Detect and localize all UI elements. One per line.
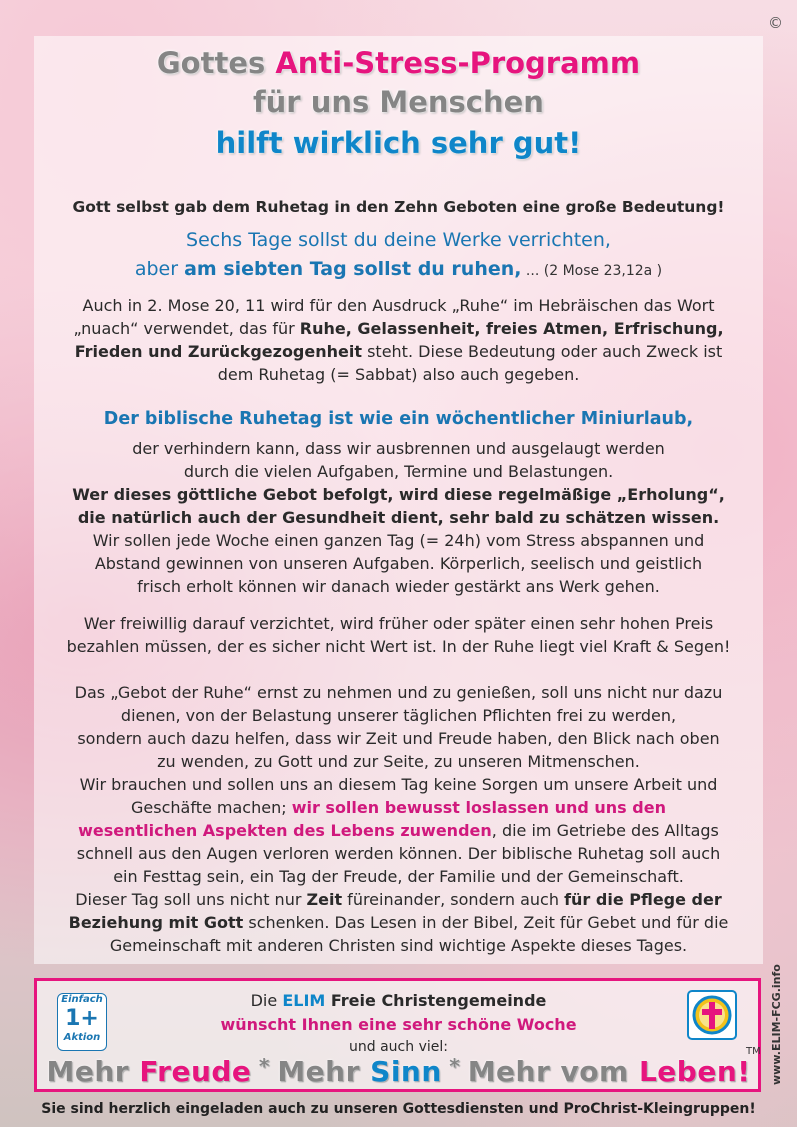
website-url: www.ELIM-FCG.info [770, 964, 783, 1085]
verse-aber: aber [134, 258, 185, 280]
slogan-mehr-2: Mehr [277, 1055, 371, 1088]
p4-line-8: schnell aus den Augen verloren werden können. Der biblische Ruhetag soll auch [76, 844, 721, 863]
verse-reference: (2 Mose 23,12a ) [543, 263, 663, 279]
badge-bottom-text: Aktion [63, 1032, 101, 1043]
slogan-freude: Freude [139, 1055, 252, 1088]
miniurlaub-heading: Der biblische Ruhetag ist wie ein wöchentlicher Miniurlaub, [103, 409, 694, 429]
footer-line-1 [0, 990, 797, 1012]
slogan-mehr-vom: Mehr vom [467, 1055, 639, 1088]
p1-line-1: Auch in 2. Mose 20, 11 wird für den Ausdruck „Ruhe“ im Hebräischen das Wort [82, 296, 715, 315]
slogan-mehr-1: Mehr [46, 1055, 140, 1088]
p4-line-7b: , die im Getriebe des Alltags [491, 821, 719, 840]
p3-line-2: bezahlen müssen, der es sicher nicht Wert ist. In der Ruhe liegt viel Kraft & Segen! [66, 637, 731, 656]
footer-line-3: und auch viel: [349, 1039, 448, 1055]
p4-line-6a: Geschäfte machen; [131, 798, 292, 817]
p4-line-10b: Zeit [306, 890, 343, 909]
p4-line-2: dienen, von der Belastung unserer täglichen Pflichten frei zu werden, [120, 706, 677, 725]
badge-big-text: 1+ [65, 1006, 99, 1031]
verse-bold: am siebten Tag sollst du ruhen, [184, 258, 522, 280]
p2-line-5: Wir sollen jede Woche einen ganzen Tag (= 24h) vom Stress abspannen und [92, 531, 705, 550]
p2-line-7: frisch erholt können wir danach wieder gestärkt ans Werk gehen. [137, 577, 660, 596]
p1-line-2b: Ruhe, Gelassenheit, freies Atmen, Erfrischung, [299, 319, 724, 338]
p1-line-4: dem Ruhetag (= Sabbat) also auch gegeben. [217, 365, 580, 384]
p2-line-3: Wer dieses göttliche Gebot befolgt, wird diese regelmäßige „Erholung“, [72, 485, 725, 504]
p4-line-10a: Dieser Tag soll uns nicht nur [75, 890, 307, 909]
p2-line-1: der verhindern kann, dass wir ausbrennen und ausgelaugt werden [132, 439, 665, 458]
intro-text: Gott selbst gab dem Ruhetag in den Zehn Geboten eine große Bedeutung! [72, 198, 725, 216]
footer-elim: ELIM [282, 991, 326, 1010]
p4-line-6b: wir sollen bewusst loslassen und uns den [291, 798, 666, 817]
slogan-leben: Leben! [638, 1055, 751, 1088]
slogan [0, 1054, 797, 1088]
p4-line-11a: Beziehung mit Gott [68, 913, 244, 932]
elim-cross-logo-icon [687, 990, 737, 1040]
trademark-mark: TM [746, 1046, 761, 1057]
p1-line-2a: „nuach“ verwendet, das für [73, 319, 300, 338]
p1-line-3b: steht. Diese Bedeutung oder auch Zweck ist [362, 342, 723, 361]
title-line-1 [0, 46, 797, 80]
footer-gemeinde: Freie Christengemeinde [325, 991, 547, 1010]
verse-dots: ... [521, 263, 544, 279]
p4-line-6 [0, 797, 797, 819]
verse-line-1: Sechs Tage sollst du deine Werke verrichten, [186, 229, 611, 251]
p3-line-1: Wer freiwillig darauf verzichtet, wird früher oder später einen sehr hohen Preis [83, 614, 714, 633]
p2-line-6: Abstand gewinnen von unseren Aufgaben. Körperlich, seelisch und geistlich [94, 554, 703, 573]
slogan-sinn: Sinn [370, 1055, 442, 1088]
p4-line-7a: wesentlichen Aspekten des Lebens zuwenden [78, 821, 492, 840]
title-gottes: Gottes [156, 46, 276, 80]
copyright-mark: © [768, 14, 783, 32]
slogan-star-1: * [251, 1054, 278, 1078]
invitation-text: Sie sind herzlich eingeladen auch zu unseren Gottesdiensten und ProChrist-Kleingruppen! [41, 1101, 756, 1117]
verse-line-2 [0, 258, 797, 282]
footer-line-2: wünscht Ihnen eine sehr schöne Woche [220, 1015, 577, 1034]
p4-line-11b: schenken. Das Lesen in der Bibel, Zeit für Gebet und für die [243, 913, 729, 932]
p4-line-7 [0, 820, 797, 842]
slogan-star-2: * [441, 1054, 468, 1078]
badge-top-text: Einfach [61, 994, 103, 1005]
title-line-3: hilft wirklich sehr gut! [215, 126, 582, 160]
p1-line-3a: Frieden und Zurückgezogenheit [74, 342, 362, 361]
p4-line-1: Das „Gebot der Ruhe“ ernst zu nehmen und zu genießen, soll uns nicht nur dazu [74, 683, 723, 702]
p2-line-2: durch die vielen Aufgaben, Termine und Belastungen. [183, 462, 614, 481]
p4-line-4: zu wenden, zu Gott und zur Seite, zu unseren Mitmenschen. [157, 752, 640, 771]
title-line-2: für uns Menschen [253, 85, 544, 119]
p4-line-3: sondern auch dazu helfen, dass wir Zeit und Freude haben, den Blick nach oben [77, 729, 720, 748]
p4-line-11 [0, 912, 797, 934]
p4-line-5: Wir brauchen und sollen uns an diesem Tag keine Sorgen um unsere Arbeit und [79, 775, 718, 794]
p4-line-10d: für die Pflege der [564, 890, 722, 909]
p4-line-10 [0, 889, 797, 911]
p2-line-4: die natürlich auch der Gesundheit dient, sehr bald zu schätzen wissen. [77, 508, 720, 527]
p4-line-12: Gemeinschaft mit anderen Christen sind wichtige Aspekte dieses Tages. [109, 936, 688, 955]
p4-line-9: ein Festtag sein, ein Tag der Freude, der Familie und der Gemeinschaft. [113, 867, 684, 886]
p1-line-2 [0, 318, 797, 340]
p4-line-10c: füreinander, sondern auch [342, 890, 565, 909]
title-anti-stress: Anti-Stress-Programm [275, 46, 641, 80]
footer-die: Die [250, 991, 283, 1010]
p1-line-3 [0, 341, 797, 363]
